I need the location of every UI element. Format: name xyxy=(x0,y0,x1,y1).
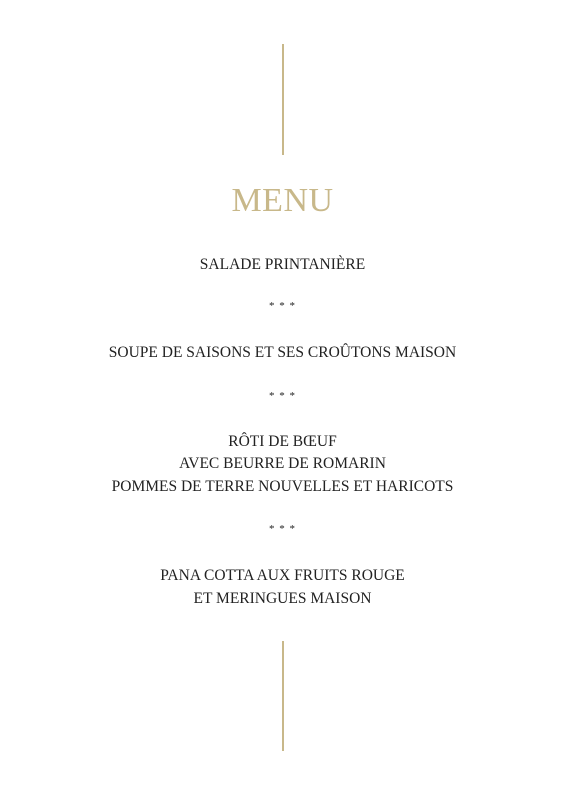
separator-2: * * * xyxy=(269,390,296,402)
course-starter: SALADE PRINTANIÈRE xyxy=(199,256,366,273)
separator-1: * * * xyxy=(269,300,296,312)
course-soup: SOUPE DE SAISONS ET SES CROÛTONS MAISON xyxy=(108,344,457,361)
separator-3: * * * xyxy=(269,523,296,535)
course-main-line-1: RÔTI DE BŒUF xyxy=(228,433,337,450)
course-dessert-line-1: PANA COTTA AUX FRUITS ROUGE xyxy=(160,567,405,584)
course-dessert-line-2: ET MERINGUES MAISON xyxy=(193,590,372,607)
top-divider-line xyxy=(282,44,284,155)
course-main-line-3: POMMES DE TERRE NOUVELLES ET HARICOTS xyxy=(111,478,454,495)
bottom-divider-line xyxy=(282,641,284,751)
menu-title: MENU xyxy=(231,182,334,219)
course-main-line-2: AVEC BEURRE DE ROMARIN xyxy=(179,455,386,472)
